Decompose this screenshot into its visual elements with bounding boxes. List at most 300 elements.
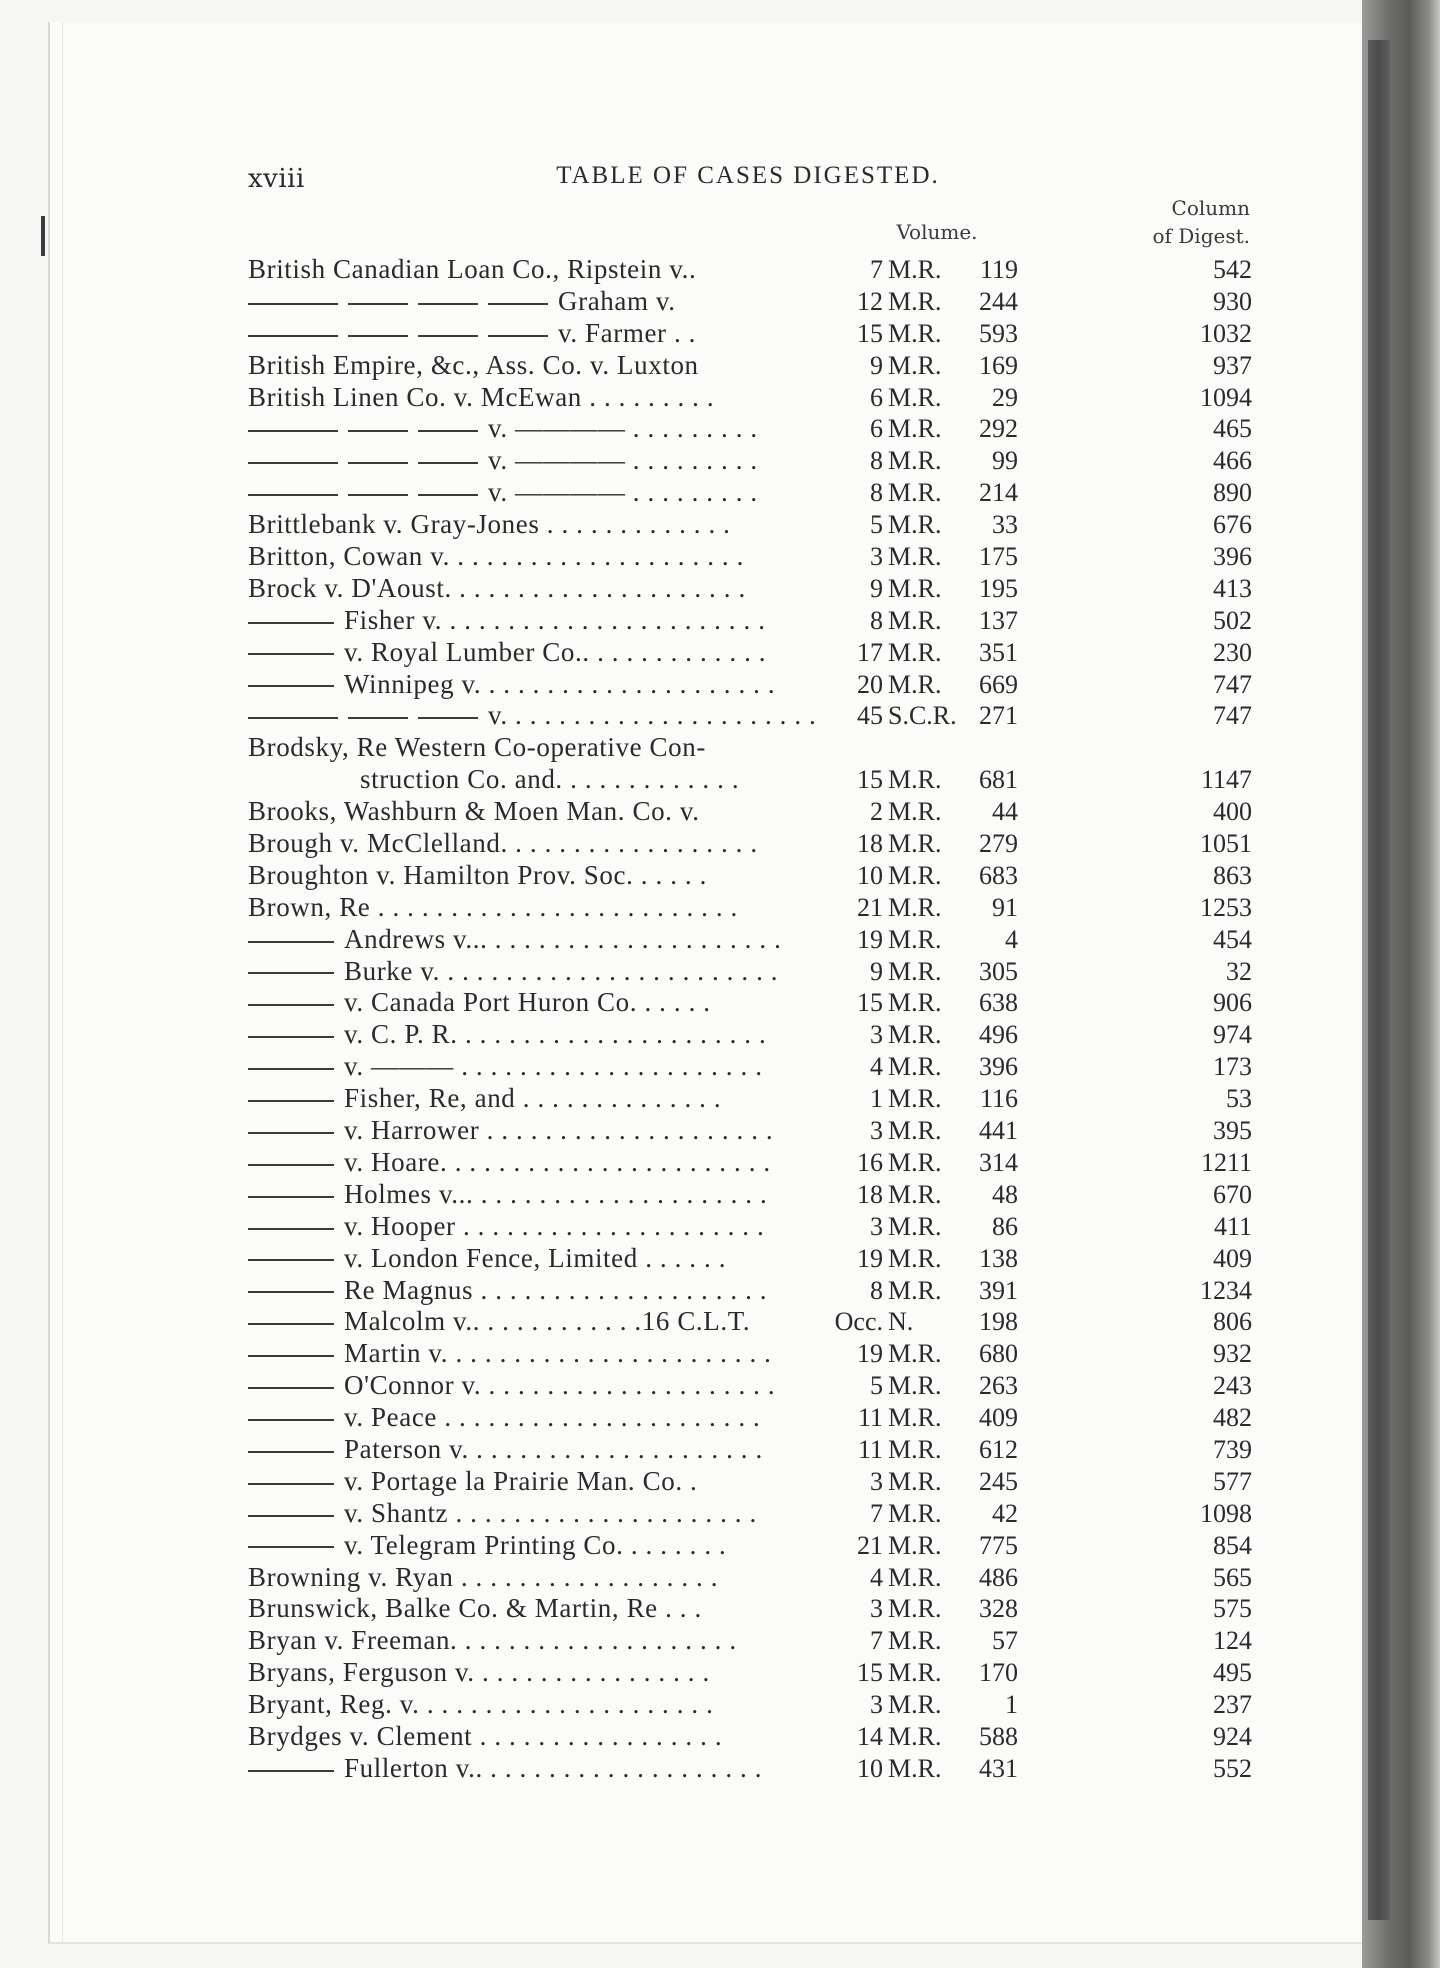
ditto-dash — [418, 303, 478, 305]
digest-column: 974 — [1213, 1020, 1252, 1050]
ditto-dash — [248, 1770, 334, 1772]
case-name — [248, 892, 823, 924]
digest-column: 930 — [1213, 286, 1252, 316]
case-name — [248, 541, 823, 573]
table-row — [248, 796, 1252, 828]
ditto-dash — [418, 462, 478, 464]
page-ref: 396 — [979, 1052, 1018, 1082]
digest-column: 395 — [1213, 1116, 1252, 1146]
case-title: British Empire, &c., Ass. Co. v. Luxton — [248, 349, 699, 380]
case-name — [248, 1243, 823, 1275]
digest-column: 552 — [1213, 1753, 1252, 1783]
page-ref: 775 — [979, 1530, 1018, 1560]
ditto-dash — [248, 653, 334, 655]
table-row — [248, 1625, 1252, 1657]
case-name — [248, 477, 823, 509]
table-row — [248, 987, 1252, 1019]
ditto-dash — [248, 303, 338, 305]
case-name — [248, 1657, 823, 1689]
case-name — [248, 1721, 823, 1753]
table-row — [248, 1147, 1252, 1179]
page-ref: 57 — [992, 1626, 1018, 1656]
volume-number: 11 — [857, 1403, 883, 1433]
reporter: M.R. — [888, 765, 942, 795]
volume-number: 15 — [857, 1658, 883, 1688]
reporter: M.R. — [888, 255, 942, 284]
page-ref: 351 — [979, 637, 1018, 667]
ditto-dash — [248, 1546, 334, 1548]
reporter: M.R. — [888, 1020, 942, 1050]
page-ref: 612 — [979, 1434, 1018, 1464]
reporter: M.R. — [888, 1403, 942, 1433]
ditto-dash — [248, 335, 338, 337]
reporter: S.C.R. — [888, 701, 957, 731]
page-ref: 271 — [979, 701, 1018, 731]
table-row — [248, 1243, 1252, 1275]
volume-number: 7 — [870, 1498, 883, 1528]
case-name — [248, 1275, 823, 1307]
reporter: M.R. — [888, 1498, 942, 1528]
page-ref: 116 — [979, 1084, 1018, 1114]
table-row — [248, 1370, 1252, 1402]
case-name — [248, 509, 823, 541]
reporter: M.R. — [888, 1753, 942, 1783]
case-title: Brock v. D'Aoust. . . . . . . . . . . . . . . . . . . . . — [248, 572, 746, 603]
ditto-dash — [248, 462, 338, 464]
volume-number: 16 — [857, 1147, 883, 1177]
case-title: British Canadian Loan Co., Ripstein v.. — [248, 254, 697, 284]
table-row — [248, 1434, 1252, 1466]
case-name — [248, 382, 823, 414]
table-row — [248, 1179, 1252, 1211]
digest-column: 747 — [1213, 701, 1252, 731]
digest-column: 1211 — [1200, 1147, 1252, 1177]
table-row — [248, 1115, 1252, 1147]
volume-number: 12 — [857, 286, 883, 316]
margin-mark — [41, 216, 45, 256]
case-title: Bryan v. Freeman. . . . . . . . . . . . . . . . . . . . — [248, 1625, 737, 1656]
ditto-dash — [248, 1451, 334, 1453]
ditto-dash — [248, 717, 338, 719]
page-ref: 4 — [1005, 924, 1018, 954]
digest-column: 676 — [1213, 510, 1252, 540]
reporter: M.R. — [888, 318, 942, 348]
table-row — [248, 956, 1252, 988]
page-ref: 638 — [979, 988, 1018, 1018]
case-title: v. Portage la Prairie Man. Co. . — [344, 1465, 698, 1496]
volume-number: 3 — [870, 1594, 883, 1624]
case-title: Brunswick, Balke Co. & Martin, Re . . . — [248, 1593, 702, 1624]
case-title: Fisher v. . . . . . . . . . . . . . . . . . . . . . . — [344, 604, 766, 635]
case-name — [248, 1179, 823, 1211]
digest-column: 53 — [1226, 1084, 1252, 1114]
case-title: v. ———— . . . . . . . . . — [488, 477, 758, 508]
page-ref: 486 — [979, 1562, 1018, 1592]
table-row — [248, 732, 1252, 764]
case-title: Bryans, Ferguson v. . . . . . . . . . . . . . . . . — [248, 1657, 710, 1688]
table-row — [248, 860, 1252, 892]
case-name — [248, 573, 823, 605]
case-title: Martin v. . . . . . . . . . . . . . . . . . . . . . . — [344, 1338, 772, 1369]
case-title: Britton, Cowan v. . . . . . . . . . . . . . . . . . . . . — [248, 541, 744, 572]
volume-number: 7 — [870, 255, 883, 284]
reporter: M.R. — [888, 1690, 942, 1720]
ditto-dash — [418, 717, 478, 719]
case-name — [248, 860, 823, 892]
reporter: M.R. — [888, 286, 942, 316]
page-ref: 198 — [979, 1307, 1018, 1337]
case-name — [248, 1115, 823, 1147]
case-name — [248, 987, 823, 1019]
case-title: Brydges v. Clement . . . . . . . . . . . . . . . . . — [248, 1720, 723, 1751]
case-title: v. Peace . . . . . . . . . . . . . . . . . . . . . . — [344, 1402, 761, 1433]
ditto-dash — [488, 335, 548, 337]
reporter: M.R. — [888, 1084, 942, 1114]
case-title: v. Shantz . . . . . . . . . . . . . . . . . . . . . — [344, 1497, 757, 1528]
digest-column: 230 — [1213, 637, 1252, 667]
ditto-dash — [248, 1004, 334, 1006]
ditto-dash — [348, 462, 408, 464]
case-name — [248, 1689, 823, 1721]
table-row — [248, 669, 1252, 701]
reporter: M.R. — [888, 956, 942, 986]
page-ref: 683 — [979, 860, 1018, 890]
page-number: xviii — [248, 164, 305, 194]
page-ref: 314 — [979, 1147, 1018, 1177]
digest-column: 32 — [1226, 956, 1252, 986]
case-title: v. Hoare. . . . . . . . . . . . . . . . . . . . . . . — [344, 1146, 771, 1177]
ditto-dash — [248, 494, 338, 496]
table-row — [248, 1019, 1252, 1051]
case-title: Andrews v... . . . . . . . . . . . . . . . . . . . . — [344, 923, 782, 954]
digest-column: 173 — [1213, 1052, 1252, 1082]
ditto-dash — [488, 303, 548, 305]
reporter: M.R. — [888, 1594, 942, 1624]
case-name — [248, 1019, 823, 1051]
volume-number: 14 — [857, 1721, 883, 1751]
page-ref: 496 — [979, 1020, 1018, 1050]
page-ref: 137 — [979, 605, 1018, 635]
case-title: Malcolm v.. . . . . . . . . . . .16 C.L.T. — [344, 1306, 751, 1337]
case-name — [248, 445, 823, 477]
volume-number: 3 — [870, 1020, 883, 1050]
case-title: v. ——— . . . . . . . . . . . . . . . . . . . . . — [344, 1051, 763, 1082]
ditto-dash — [348, 717, 408, 719]
volume-number: 15 — [857, 988, 883, 1018]
case-title: Fisher, Re, and . . . . . . . . . . . . . . — [344, 1083, 722, 1114]
case-name — [248, 286, 823, 318]
table-row — [248, 1338, 1252, 1370]
case-title: Brough v. McClelland. . . . . . . . . . . . . . . . . . — [248, 828, 758, 859]
table-row — [248, 1306, 1252, 1338]
digest-column: 863 — [1213, 860, 1252, 890]
case-name — [248, 669, 823, 701]
reporter: M.R. — [888, 542, 942, 572]
volume-number: 1 — [870, 1084, 883, 1114]
table-row — [248, 1562, 1252, 1594]
digest-column: 237 — [1213, 1690, 1252, 1720]
volume-number: 5 — [870, 510, 883, 540]
case-name — [248, 828, 823, 860]
reporter: M.R. — [888, 797, 942, 827]
ditto-dash — [348, 335, 408, 337]
case-name — [248, 1338, 823, 1370]
volume-number: 3 — [870, 1466, 883, 1496]
page-ref: 328 — [979, 1594, 1018, 1624]
volume-number: 20 — [857, 669, 883, 699]
page-ref: 169 — [979, 350, 1018, 380]
volume-number: 15 — [857, 318, 883, 348]
page-ref: 245 — [979, 1466, 1018, 1496]
table-row — [248, 509, 1252, 541]
volume-number: 3 — [870, 1211, 883, 1241]
volume-number: 18 — [857, 1179, 883, 1209]
reporter: M.R. — [888, 892, 942, 922]
ditto-dash — [248, 1323, 334, 1325]
reporter: M.R. — [888, 924, 942, 954]
table-row — [248, 1051, 1252, 1083]
digest-column: 502 — [1213, 605, 1252, 635]
ditto-dash — [248, 430, 338, 432]
volume-number: 21 — [857, 892, 883, 922]
reporter: M.R. — [888, 1658, 942, 1688]
ditto-dash — [248, 1387, 334, 1389]
page-ref: 263 — [979, 1371, 1018, 1401]
case-title: Burke v. . . . . . . . . . . . . . . . . . . . . . . . — [344, 955, 779, 986]
page-ref: 195 — [979, 573, 1018, 603]
reporter: M.R. — [888, 1179, 942, 1209]
table-row — [248, 1689, 1252, 1721]
table-row — [248, 1657, 1252, 1689]
running-head — [248, 160, 1248, 196]
reporter: M.R. — [888, 1626, 942, 1656]
digest-column: 1032 — [1200, 318, 1252, 348]
case-title: struction Co. and. . . . . . . . . . . . . — [360, 764, 740, 795]
table-row — [248, 1275, 1252, 1307]
page-ref: 170 — [979, 1658, 1018, 1688]
ditto-dash — [348, 494, 408, 496]
ditto-dash — [248, 685, 334, 687]
table-row — [248, 605, 1252, 637]
case-name — [248, 1625, 823, 1657]
reporter: M.R. — [888, 573, 942, 603]
reporter: M.R. — [888, 1116, 942, 1146]
case-title: Brooks, Washburn & Moen Man. Co. v. — [248, 796, 700, 827]
page-ref: 681 — [979, 765, 1018, 795]
digest-column: 747 — [1213, 669, 1252, 699]
table-row — [248, 1083, 1252, 1115]
page-ref: 138 — [979, 1243, 1018, 1273]
ditto-dash — [418, 430, 478, 432]
digest-column: 906 — [1213, 988, 1252, 1018]
case-name — [248, 700, 823, 732]
case-name — [248, 1530, 823, 1562]
page-ref: 48 — [992, 1179, 1018, 1209]
table-row — [248, 413, 1252, 445]
reporter: N. — [888, 1307, 914, 1337]
digest-column: 577 — [1213, 1466, 1252, 1496]
ditto-dash — [248, 1036, 334, 1038]
page-ref: 305 — [979, 956, 1018, 986]
case-name — [248, 413, 823, 445]
reporter: M.R. — [888, 382, 942, 412]
digest-column: 670 — [1213, 1179, 1252, 1209]
case-title: Re Magnus . . . . . . . . . . . . . . . . . . . . — [344, 1274, 768, 1305]
case-name — [248, 924, 823, 956]
page-ref: 441 — [979, 1116, 1018, 1146]
table-row — [248, 382, 1252, 414]
reporter: M.R. — [888, 1562, 942, 1592]
ditto-dash — [248, 1419, 334, 1421]
ditto-dash — [348, 430, 408, 432]
table-row — [248, 637, 1252, 669]
case-title: v. Canada Port Huron Co. . . . . . — [344, 987, 711, 1018]
case-name — [248, 318, 823, 350]
table-row — [248, 477, 1252, 509]
volume-number: 21 — [857, 1530, 883, 1560]
reporter: M.R. — [888, 988, 942, 1018]
binding-dark-band — [1368, 40, 1390, 1920]
digest-column: 1253 — [1200, 892, 1252, 922]
volume-number: 10 — [857, 860, 883, 890]
page-ref: 29 — [992, 382, 1018, 412]
table-row — [248, 573, 1252, 605]
volume-number: 4 — [870, 1562, 883, 1592]
volume-number: 4 — [870, 1052, 883, 1082]
case-name — [248, 956, 823, 988]
digest-column: 575 — [1213, 1594, 1252, 1624]
digest-column: 542 — [1213, 255, 1252, 284]
reporter: M.R. — [888, 1434, 942, 1464]
case-title: O'Connor v. . . . . . . . . . . . . . . . . . . . . — [344, 1370, 776, 1401]
case-name — [248, 605, 823, 637]
ditto-dash — [248, 1355, 334, 1357]
page-ref: 99 — [992, 446, 1018, 476]
case-name — [248, 1147, 823, 1179]
column-header-volume: Volume. — [896, 220, 978, 244]
volume-number: 3 — [870, 542, 883, 572]
case-title: Brittlebank v. Gray-Jones . . . . . . . . . . . . . — [248, 509, 731, 540]
reporter: M.R. — [888, 1721, 942, 1751]
ditto-dash — [348, 303, 408, 305]
ditto-dash — [248, 1132, 334, 1134]
case-title: v. Royal Lumber Co.. . . . . . . . . . . . . — [344, 636, 767, 667]
table-row — [248, 1402, 1252, 1434]
digest-column: 413 — [1213, 573, 1252, 603]
volume-number: 10 — [857, 1753, 883, 1783]
digest-column: 806 — [1213, 1307, 1252, 1337]
digest-column: 465 — [1213, 414, 1252, 444]
digest-column: 924 — [1213, 1721, 1252, 1751]
reporter: M.R. — [888, 1339, 942, 1369]
digest-column: 400 — [1213, 797, 1252, 827]
reporter: M.R. — [888, 414, 942, 444]
ditto-dash — [248, 622, 334, 624]
digest-column: 411 — [1213, 1211, 1252, 1241]
column-header-digest-line2: of Digest. — [1152, 224, 1250, 248]
case-title: British Linen Co. v. McEwan . . . . . . . . . — [248, 381, 715, 412]
digest-column: 1234 — [1200, 1275, 1252, 1305]
case-name — [248, 1370, 823, 1402]
digest-column: 243 — [1213, 1371, 1252, 1401]
digest-column: 1051 — [1200, 829, 1252, 859]
case-name — [248, 732, 1088, 764]
case-title: v. ———— . . . . . . . . . — [488, 413, 758, 444]
volume-number: 19 — [857, 924, 883, 954]
case-name — [248, 1051, 823, 1083]
case-name — [248, 1562, 823, 1594]
table-row — [248, 350, 1252, 382]
volume-number: 8 — [870, 478, 883, 508]
digest-column: 1147 — [1200, 765, 1252, 795]
ditto-dash — [418, 335, 478, 337]
volume-number: 7 — [870, 1626, 883, 1656]
ditto-dash — [248, 1228, 334, 1230]
table-row — [248, 764, 1252, 796]
table-row — [248, 1466, 1252, 1498]
table-row — [248, 318, 1252, 350]
case-title: Holmes v... . . . . . . . . . . . . . . . . . . . . — [344, 1178, 768, 1209]
table-row — [248, 1753, 1252, 1785]
volume-number: 9 — [870, 350, 883, 380]
case-name — [248, 1498, 823, 1530]
page-ref: 91 — [992, 892, 1018, 922]
page-ref: 86 — [992, 1211, 1018, 1241]
case-title: v. Farmer . . — [558, 317, 697, 348]
digest-column: 466 — [1213, 446, 1252, 476]
ditto-dash — [248, 1164, 334, 1166]
table-row — [248, 1530, 1252, 1562]
reporter: M.R. — [888, 669, 942, 699]
reporter: M.R. — [888, 1147, 942, 1177]
page-ref: 119 — [979, 255, 1018, 284]
page-ref: 44 — [992, 797, 1018, 827]
case-table — [248, 254, 1252, 1785]
case-title: v. Hooper . . . . . . . . . . . . . . . . . . . . . — [344, 1210, 765, 1241]
page-ref: 244 — [979, 286, 1018, 316]
page-ref: 214 — [979, 478, 1018, 508]
reporter: M.R. — [888, 1275, 942, 1305]
table-row — [248, 445, 1252, 477]
case-title: v. Telegram Printing Co. . . . . . . . — [344, 1529, 727, 1560]
case-title: Broughton v. Hamilton Prov. Soc. . . . . . — [248, 859, 707, 890]
case-title: Bryant, Reg. v. . . . . . . . . . . . . . . . . . . . . — [248, 1689, 714, 1720]
case-title: v. ———— . . . . . . . . . — [488, 445, 758, 476]
volume-number: 9 — [870, 956, 883, 986]
digest-column: 124 — [1213, 1626, 1252, 1656]
ditto-dash — [248, 972, 334, 974]
page-ref: 669 — [979, 669, 1018, 699]
volume-number: 9 — [870, 573, 883, 603]
reporter: M.R. — [888, 829, 942, 859]
case-name — [248, 1466, 823, 1498]
column-header-digest-line1: Column — [1171, 196, 1250, 220]
volume-number: 45 — [857, 701, 883, 731]
table-row — [248, 1593, 1252, 1625]
page-ref: 33 — [992, 510, 1018, 540]
reporter: M.R. — [888, 860, 942, 890]
digest-column: 482 — [1213, 1403, 1252, 1433]
ditto-dash — [418, 494, 478, 496]
table-row — [248, 254, 1252, 286]
volume-number: 18 — [857, 829, 883, 859]
ditto-dash — [248, 1259, 334, 1261]
page-ref: 292 — [979, 414, 1018, 444]
reporter: M.R. — [888, 637, 942, 667]
page-ref: 593 — [979, 318, 1018, 348]
ditto-dash — [248, 1196, 334, 1198]
page-title: TABLE OF CASES DIGESTED. — [556, 162, 940, 189]
